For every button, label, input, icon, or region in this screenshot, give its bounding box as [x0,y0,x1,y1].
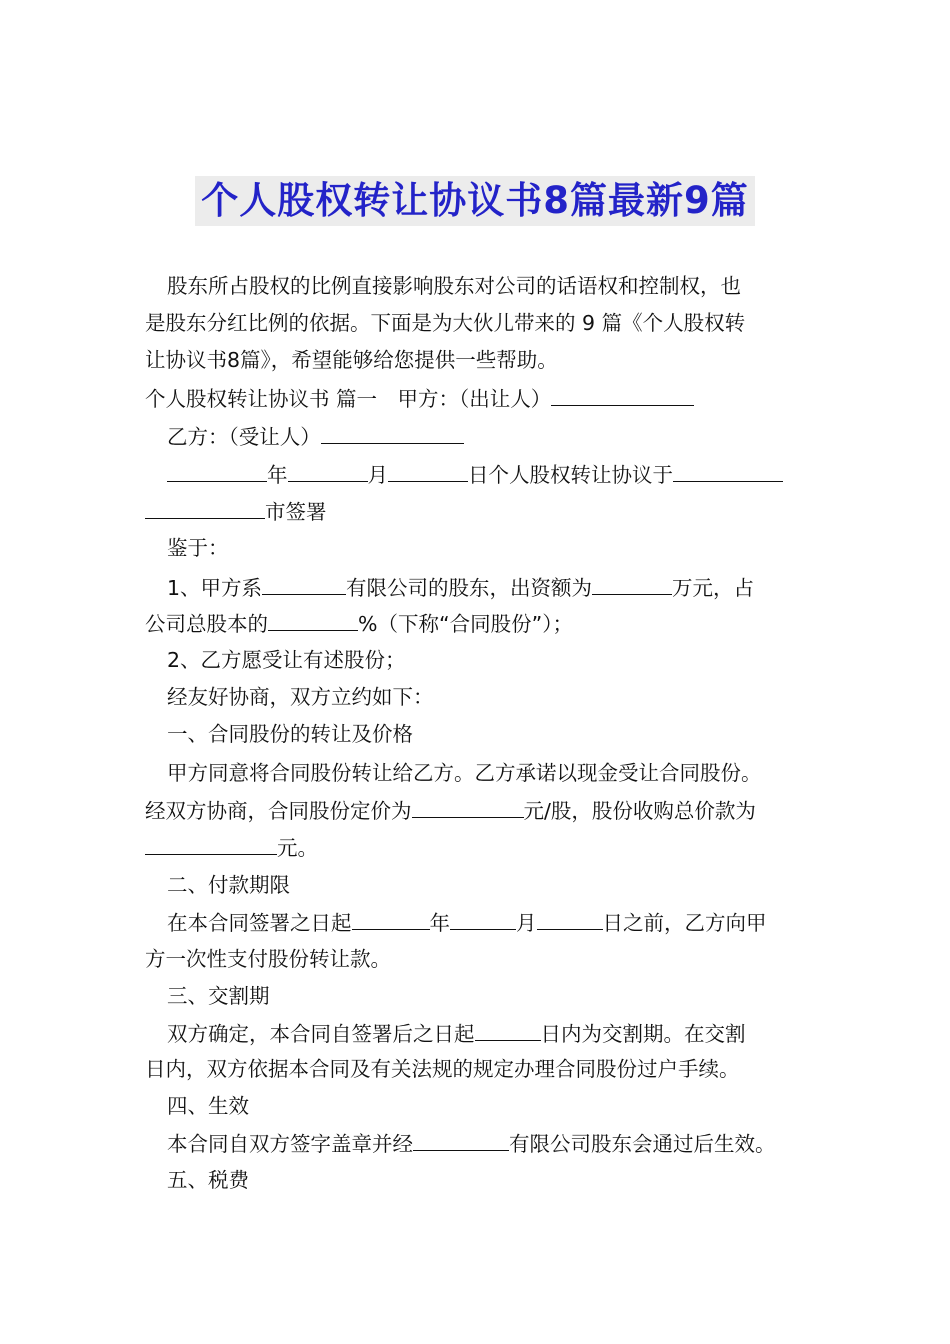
clause1b-prefix: 公司总股本的 [145,612,268,636]
agree-line: 经友好协商，双方立约如下： [167,685,434,709]
sec1p3-end: 元。 [277,836,318,860]
place-blank-1[interactable] [673,459,783,482]
percent-blank[interactable] [268,608,358,631]
heading-line [145,383,694,413]
total-price-blank[interactable] [145,832,277,855]
section5-title: 五、税费 [167,1168,249,1192]
price-per-share-blank[interactable] [412,795,524,818]
company-blank[interactable] [262,572,346,595]
section4-para-1 [167,1128,776,1158]
sec2-end: 日之前，乙方向甲 [602,911,767,935]
sec2-year: 年 [429,911,450,935]
clause1-line-b [145,608,573,638]
day-text: 日个人股权转让协议于 [468,463,673,487]
party-b-blank[interactable] [321,421,464,444]
heading-text: 个人股权转让协议书 篇一 甲方：（出让人） [145,387,552,411]
section3-para-2: 日内，双方依据本合同及有关法规的规定办理合同股份过户手续。 [145,1057,740,1081]
sec2-month: 月 [516,911,537,935]
section1-para-1: 甲方同意将合同股份转让给乙方。乙方承诺以现金受让合同股份。 [167,761,762,785]
month-label: 月 [367,463,388,487]
sec3p1-end: 日内为交割期。在交割 [540,1022,746,1046]
party-b-text: 乙方：（受让人） [167,425,321,449]
date-line [167,459,783,489]
clause2-line: 2、乙方愿受让有述股份； [167,648,406,672]
section1-para-3 [145,832,318,862]
intro-line-3: 让协议书8篇》，希望能够给您提供一些帮助。 [145,348,558,372]
day-blank[interactable] [388,459,468,482]
sign-place-text: 市签署 [265,500,327,524]
year-label: 年 [267,463,288,487]
pay-day-blank[interactable] [537,907,603,930]
sec2p1-prefix: 在本合同签署之日起 [167,911,352,935]
year-blank[interactable] [167,459,267,482]
section1-para-2 [145,795,756,825]
clause1-mid: 有限公司的股东，出资额为 [346,576,593,600]
capital-blank[interactable] [592,572,672,595]
document-title: 个人股权转让协议书8篇最新9篇 [195,176,755,226]
pay-month-blank[interactable] [450,907,516,930]
intro-line-2: 是股东分红比例的依据。下面是为大伙儿带来的 9 篇《个人股权转 [145,311,746,335]
whereas-line: 鉴于： [167,536,229,560]
party-a-blank[interactable] [551,383,694,406]
place-blank-2[interactable] [145,496,265,519]
sign-line [145,496,327,526]
section1-title: 一、合同股份的转让及价格 [167,722,413,746]
sec3p1-prefix: 双方确定，本合同自签署后之日起 [167,1022,475,1046]
intro-line-1: 股东所占股权的比例直接影响股东对公司的话语权和控制权，也 [167,274,741,298]
section3-para-1 [167,1018,746,1048]
section2-para-1 [167,907,767,937]
document-body [145,0,817,1344]
section3-title: 三、交割期 [167,984,270,1008]
sec1p2-mid: 元/股，股份收购总价款为 [523,799,756,823]
clause1-end: 万元，占 [672,576,755,600]
sec4p1-end: 有限公司股东会通过后生效。 [509,1132,776,1156]
pay-year-blank[interactable] [352,907,430,930]
clause1-prefix: 1、甲方系 [167,576,263,600]
approving-company-blank[interactable] [413,1128,509,1151]
clause1b-end: %（下称“合同股份”）； [358,612,573,636]
party-b-line [167,421,464,451]
section4-title: 四、生效 [167,1094,249,1118]
sec4p1-prefix: 本合同自双方签字盖章并经 [167,1132,413,1156]
sec1p2-prefix: 经双方协商，合同股份定价为 [145,799,412,823]
month-blank[interactable] [288,459,368,482]
section2-title: 二、付款期限 [167,873,290,897]
clause1-line-a [167,572,754,602]
section2-para-2: 方一次性支付股份转让款。 [145,947,391,971]
delivery-days-blank[interactable] [475,1018,541,1041]
